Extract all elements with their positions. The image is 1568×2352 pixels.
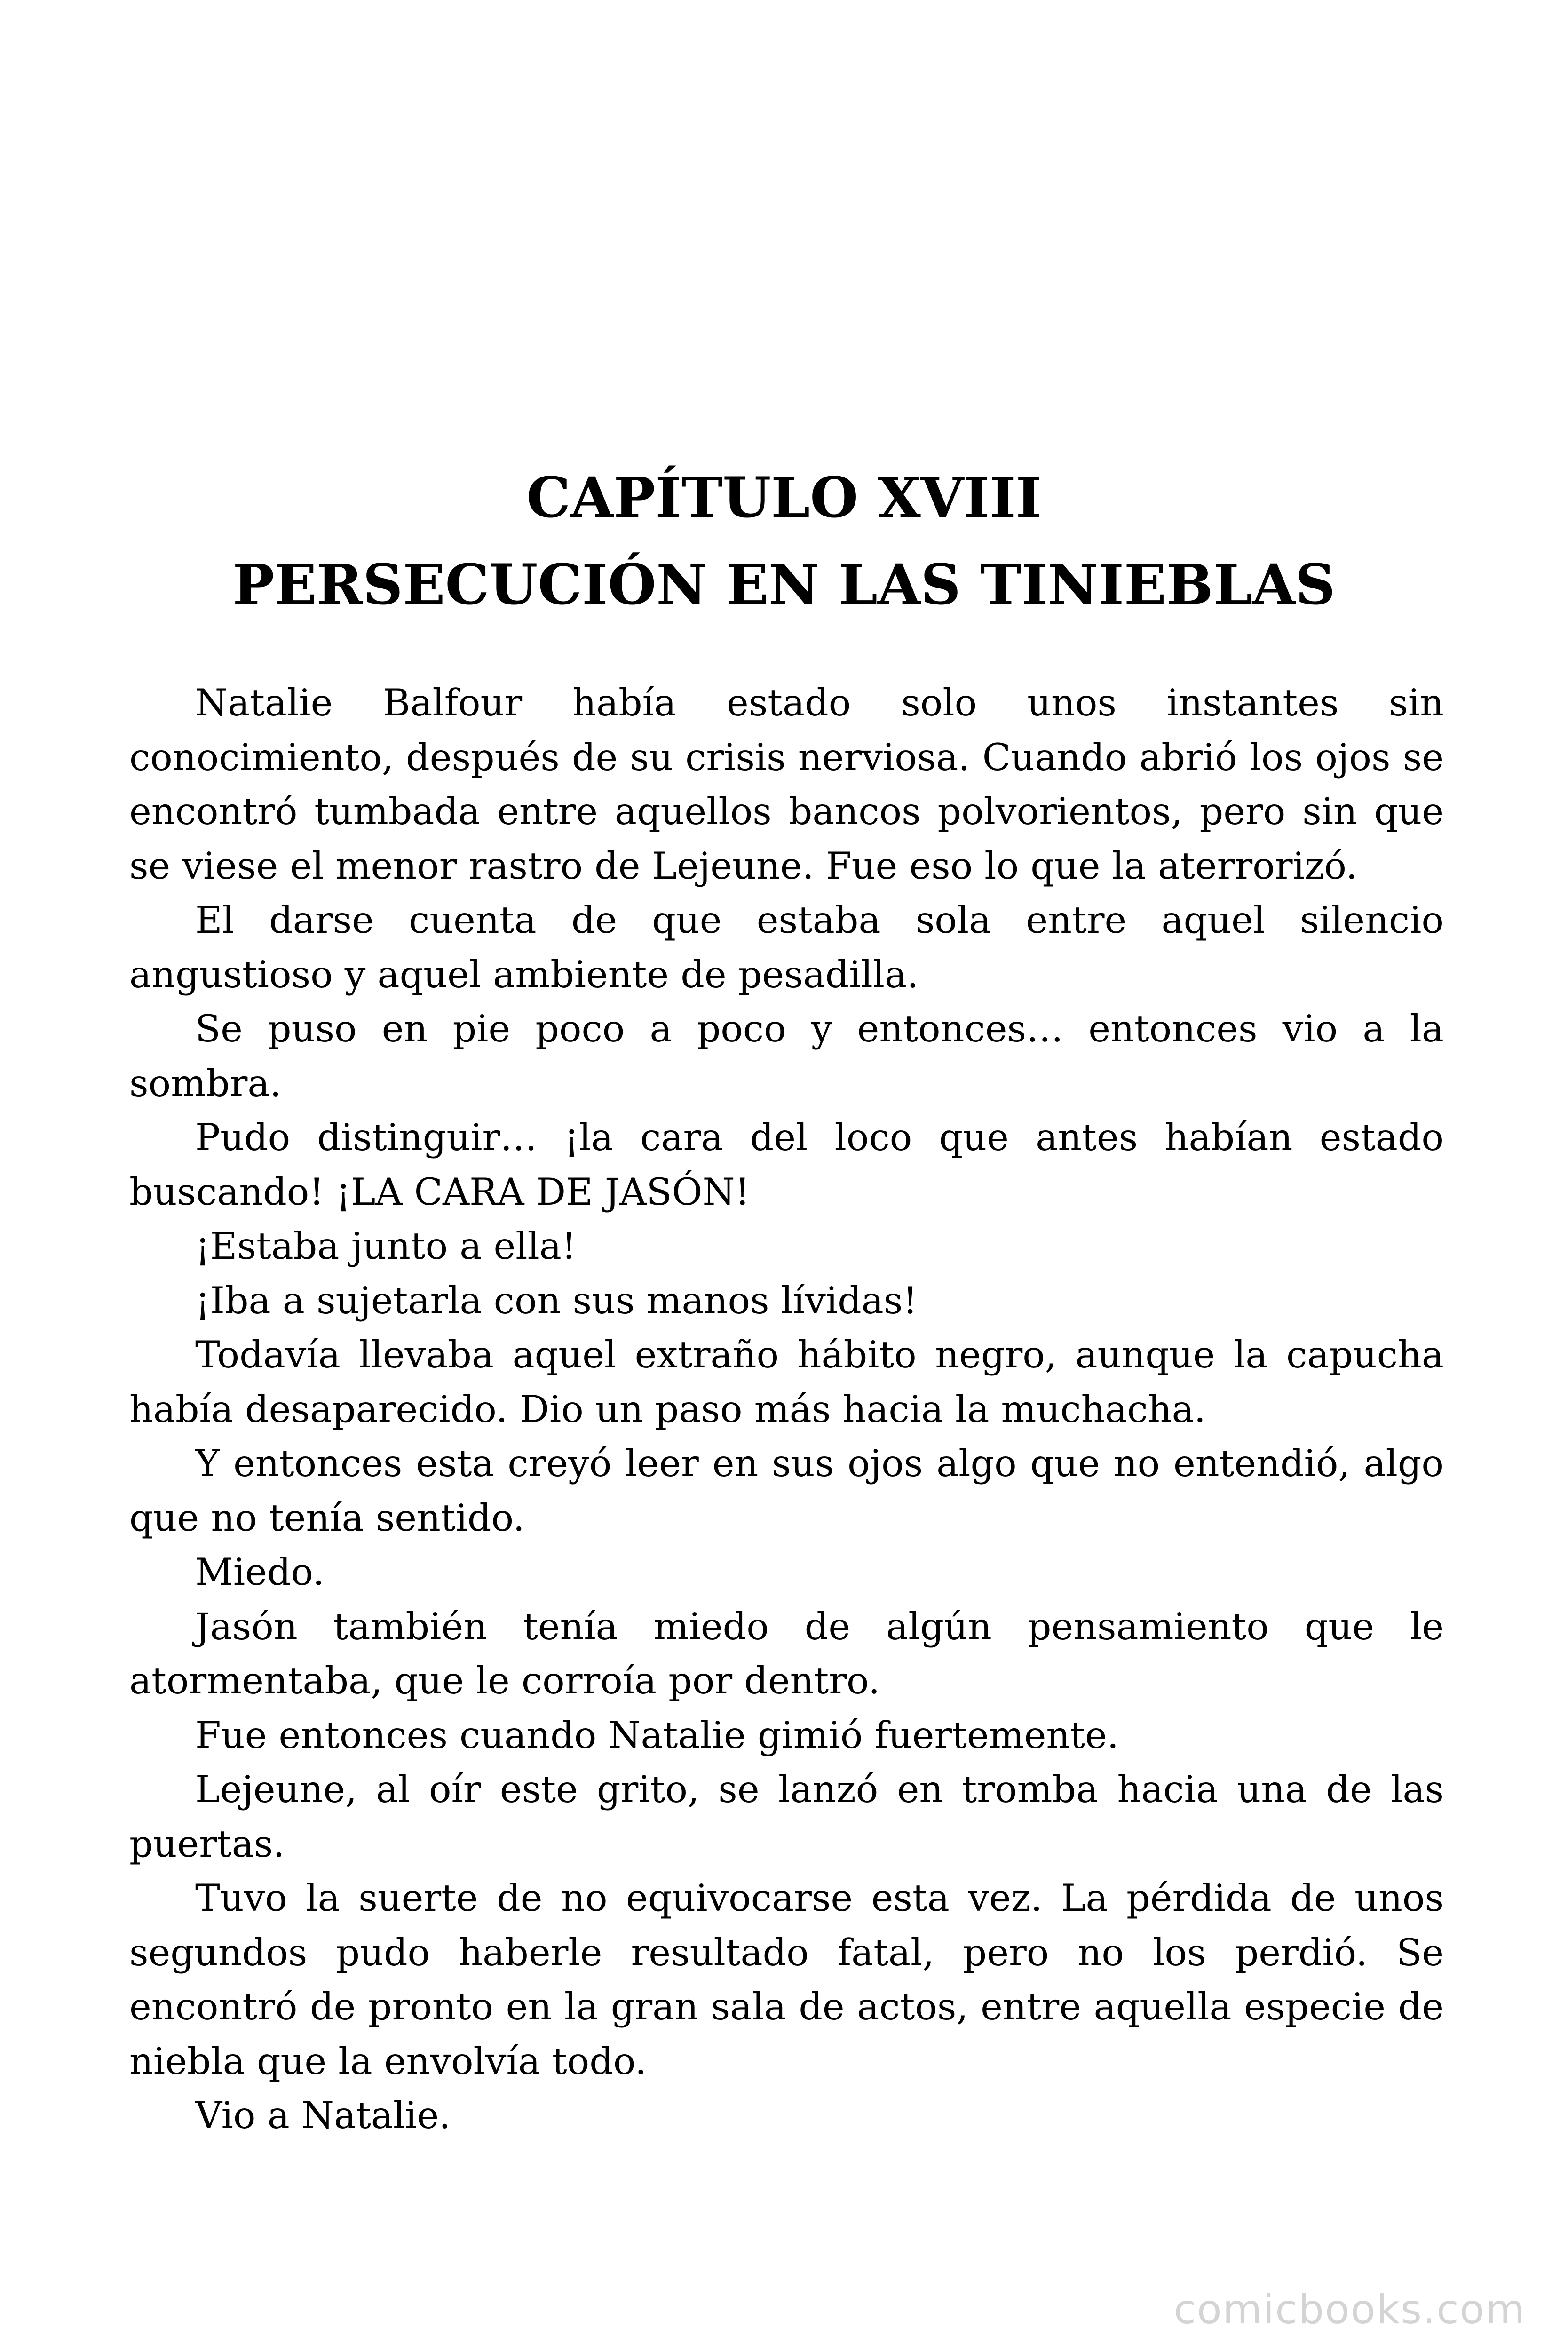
paragraph: Vio a Natalie.	[195, 2094, 451, 2137]
chapter-heading	[0, 454, 1568, 628]
paragraph: Miedo.	[195, 1550, 325, 1594]
chapter-body	[129, 676, 1444, 2143]
paragraph: Todavía llevaba aquel extraño hábito negro, aunque la capucha había desaparecido. Dio un paso más hacia la muchacha.	[129, 1333, 1444, 1431]
paragraph: Y entonces esta creyó leer en sus ojos algo que no entendió, algo que no tenía sentido.	[129, 1442, 1444, 1540]
paragraph: Tuvo la suerte de no equivocarse esta vez. La pérdida de unos segundos pudo haberle resultado fatal, pero no los perdió. Se encontró de pronto en la gran sala de actos, entre aquella especie de niebla que la envolvía todo.	[129, 1876, 1444, 2083]
watermark: comicbooks.com	[1173, 2286, 1526, 2333]
chapter-number: CAPÍTULO XVIII	[526, 465, 1042, 530]
paragraph: Natalie Balfour había estado solo unos instantes sin conocimiento, después de su crisis nerviosa. Cuando abrió los ojos se encontró tumbada entre aquellos bancos polvorientos, pero sin que se viese el menor rastro de Lejeune. Fue eso lo que la aterrorizó.	[129, 681, 1444, 888]
paragraph: Lejeune, al oír este grito, se lanzó en tromba hacia una de las puertas.	[129, 1768, 1444, 1866]
paragraph: Pudo distinguir… ¡la cara del loco que antes habían estado buscando! ¡LA CARA DE JASÓN!	[129, 1116, 1444, 1214]
paragraph: Fue entonces cuando Natalie gimió fuertemente.	[195, 1713, 1119, 1757]
paragraph: El darse cuenta de que estaba sola entre aquel silencio angustioso y aquel ambiente de pesadilla.	[129, 898, 1444, 996]
paragraph: Se puso en pie poco a poco y entonces… entonces vio a la sombra.	[129, 1007, 1444, 1105]
paragraph: Jasón también tenía miedo de algún pensamiento que le atormentaba, que le corroía por dentro.	[129, 1605, 1444, 1702]
chapter-title: PERSECUCIÓN EN LAS TINIEBLAS	[232, 552, 1336, 617]
paragraph: ¡Iba a sujetarla con sus manos lívidas!	[195, 1279, 918, 1322]
paragraph: ¡Estaba junto a ella!	[195, 1224, 577, 1268]
